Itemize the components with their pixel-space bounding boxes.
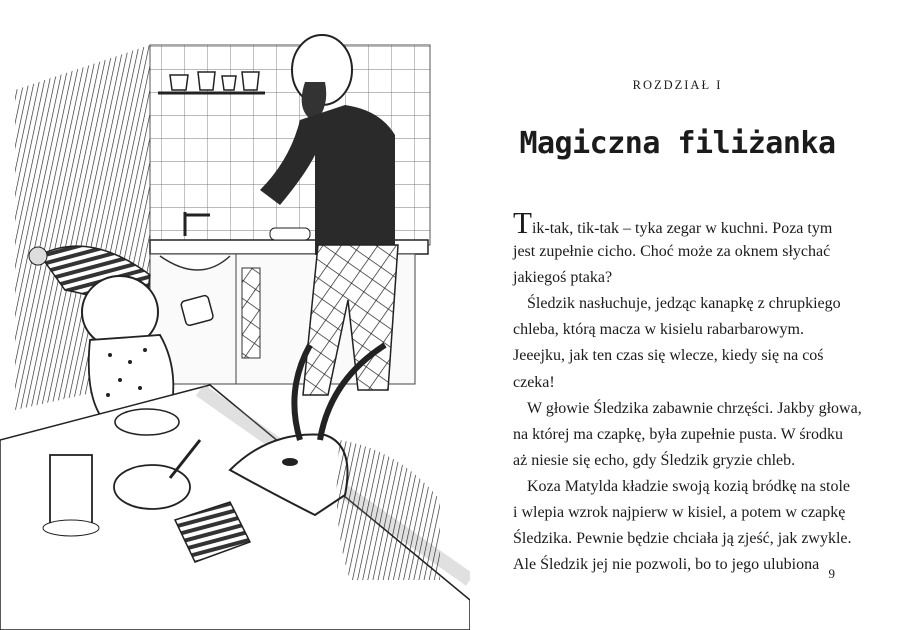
paragraph-line: Śledzika. Pewnie będzie chciała ją zjeść, jak zwykle. [513, 530, 852, 548]
chapter-title: Magiczna filiżanka [519, 126, 836, 161]
paragraph-line: Śledzik nasłuchuje, jedząc kanapkę z chrupkiego [527, 295, 841, 313]
paper-towel [50, 455, 92, 527]
bowl [115, 409, 179, 435]
paragraph-line: na której ma czapkę, była zupełnie pusta. W środku [513, 425, 843, 443]
paragraph-line: i wlepia wzrok najpierw w kisiel, a potem w czapkę [513, 504, 846, 522]
paragraph-line: jakiegoś ptaka? [513, 269, 613, 287]
paragraph-line: Tik-tak, tik-tak – tyka zegar w kuchni. Poza tym [513, 205, 833, 240]
sugar-bowl [114, 465, 190, 509]
page-number: 9 [828, 566, 835, 581]
paragraph-line: Ale Śledzik jej nie pozwoli, bo to jego ulubiona [513, 556, 820, 574]
towel [242, 268, 260, 358]
paragraph-line: Jeeejku, jak ten czas się wlecze, kiedy się na coś [513, 347, 824, 365]
chapter-body [513, 205, 862, 578]
paragraph-line: chleba, którą macza w kisielu rabarbarowym. [513, 321, 804, 339]
paragraph-line: W głowie Śledzika zabawnie chrzęści. Jakby głowa, [527, 399, 862, 417]
paragraph-line: aż niesie się echo, gdy Śledzik gryzie chleb. [513, 451, 796, 469]
paragraph-line: Koza Matylda kładzie swoją kozią bródkę na stole [527, 477, 850, 495]
paragraph-line: czeka! [513, 373, 555, 391]
chapter-label: ROZDZIAŁ I [632, 78, 723, 92]
paragraph-line: jest zupełnie cicho. Choć może za oknem słychać [513, 243, 831, 261]
text-page [505, 0, 862, 630]
drop-cap: T [513, 205, 532, 240]
